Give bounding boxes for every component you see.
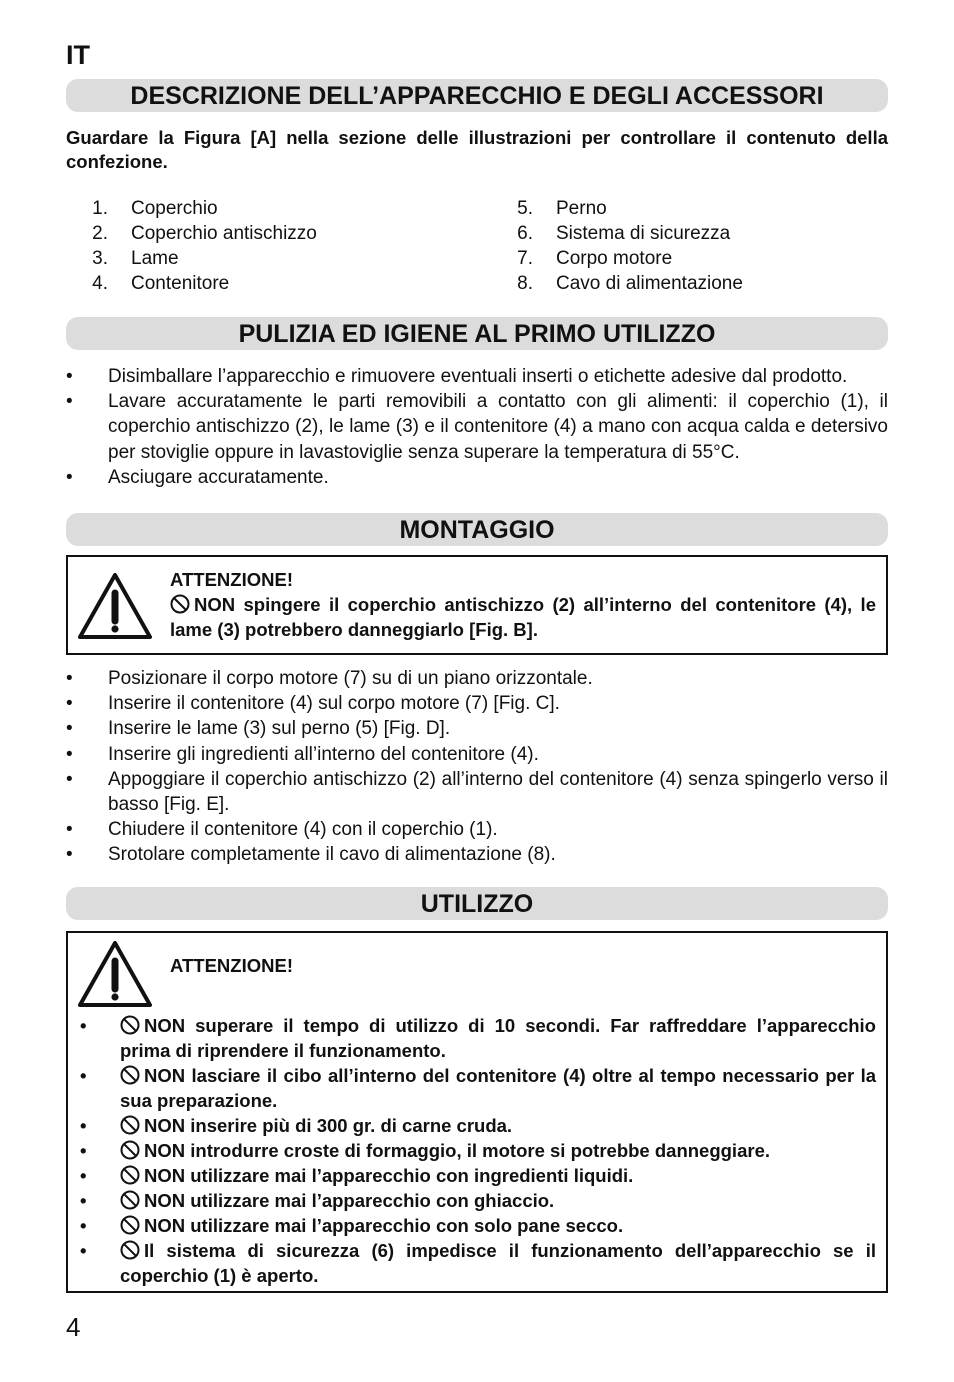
warning-title: ATTENZIONE! (170, 569, 293, 590)
prohibited-icon (120, 1215, 140, 1235)
warning-item (80, 1188, 876, 1213)
list-item: • Inserire il contenitore (4) sul corpo motore (7) [Fig. C]. (66, 691, 888, 716)
warning-title: ATTENZIONE! (170, 955, 293, 976)
prohibited-icon (120, 1065, 140, 1085)
part-number: 7. (517, 248, 533, 269)
part-number: 2. (92, 223, 108, 244)
list-item: • Disimballare l’apparecchio e rimuovere eventuali inserti o etichette adesive dal prodotto. (66, 364, 888, 389)
parts-list-right (491, 196, 743, 296)
parts-list-left (66, 196, 317, 296)
warning-triangle-icon (76, 571, 154, 641)
montaggio-warning-box (66, 555, 888, 655)
part-label: Contenitore (131, 273, 230, 294)
part-item (491, 246, 743, 271)
list-item: • Posizionare il corpo motore (7) su di un piano orizzontale. (66, 666, 888, 691)
warning-item (80, 1163, 876, 1188)
part-number: 4. (92, 273, 108, 294)
part-item (491, 271, 743, 296)
part-label: Perno (556, 198, 607, 219)
part-item (66, 221, 317, 246)
section-heading-descrizione: DESCRIZIONE DELL’APPARECCHIO E DEGLI ACCESSORI (66, 79, 888, 112)
warning-item (80, 1113, 876, 1138)
warning-item-text: Il sistema di sicurezza (6) impedisce il funzionamento dell’apparecchio se il coperchio (1) è aperto. (120, 1240, 876, 1286)
warning-item-text: NON utilizzare mai l’apparecchio con ingredienti liquidi. (144, 1165, 634, 1186)
list-item: • Srotolare completamente il cavo di alimentazione (8). (66, 842, 888, 867)
warning-item-text: NON utilizzare mai l’apparecchio con ghiaccio. (144, 1190, 555, 1211)
warning-item (80, 1213, 876, 1238)
part-label: Coperchio antischizzo (131, 223, 317, 244)
part-label: Cavo di alimentazione (556, 273, 743, 294)
warning-item-text: NON lasciare il cibo all’interno del contenitore (4) oltre al tempo necessario per la sua preparazione. (120, 1065, 876, 1111)
warning-item (80, 1138, 876, 1163)
warning-item-text: NON utilizzare mai l’apparecchio con solo pane secco. (144, 1215, 624, 1236)
part-item (66, 246, 317, 271)
part-item (491, 196, 743, 221)
warning-text-block (170, 592, 876, 642)
list-item: • Inserire gli ingredienti all’interno del contenitore (4). (66, 742, 888, 767)
part-label: Sistema di sicurezza (556, 223, 731, 244)
part-number: 8. (517, 273, 533, 294)
pulizia-list (66, 364, 888, 490)
warning-triangle-icon (76, 939, 154, 1009)
warning-item-text: NON introdurre croste di formaggio, il motore si potrebbe danneggiare. (144, 1140, 770, 1161)
list-item: • Lavare accuratamente le parti removibili a contatto con gli alimenti: il coperchio (1), il coperchio antischizzo (2), le lame (3) e il contenitore (4) a mano con acqua calda e detersivo per stoviglie oppure in lavastoviglie senza superare la temperatura di 55°C. (66, 389, 888, 465)
part-number: 1. (92, 198, 108, 219)
part-item (66, 271, 317, 296)
part-label: Lame (131, 248, 179, 269)
warning-item (80, 1238, 876, 1288)
part-label: Coperchio (131, 198, 218, 219)
list-item: • Asciugare accuratamente. (66, 465, 888, 490)
list-item: • Inserire le lame (3) sul perno (5) [Fig. D]. (66, 716, 888, 741)
prohibited-icon (120, 1140, 140, 1160)
utilizzo-warning-list (80, 1013, 876, 1288)
list-item: • Appoggiare il coperchio antischizzo (2) all’interno del contenitore (4) senza spingerlo verso il basso [Fig. E]. (66, 767, 888, 817)
warning-text: NON spingere il coperchio antischizzo (2) all’interno del contenitore (4), le lame (3) potrebbero danneggiarlo [Fig. B]. (170, 594, 876, 640)
prohibited-icon (170, 594, 190, 614)
prohibited-icon (120, 1240, 140, 1260)
language-code: IT (66, 40, 90, 70)
warning-item (80, 1013, 876, 1063)
utilizzo-warning-box (66, 931, 888, 1293)
warning-item-text: NON inserire più di 300 gr. di carne cruda. (144, 1115, 513, 1136)
part-item (491, 221, 743, 246)
warning-item (80, 1063, 876, 1113)
list-item: • Chiudere il contenitore (4) con il coperchio (1). (66, 817, 888, 842)
prohibited-icon (120, 1190, 140, 1210)
part-number: 5. (517, 198, 533, 219)
section-heading-montaggio: MONTAGGIO (66, 513, 888, 546)
part-item (66, 196, 317, 221)
prohibited-icon (120, 1115, 140, 1135)
intro-text: Guardare la Figura [A] nella sezione delle illustrazioni per controllare il contenuto della confezione. (66, 127, 888, 172)
prohibited-icon (120, 1165, 140, 1185)
section-heading-utilizzo: UTILIZZO (66, 887, 888, 920)
prohibited-icon (120, 1015, 140, 1035)
section-heading-pulizia: PULIZIA ED IGIENE AL PRIMO UTILIZZO (66, 317, 888, 350)
warning-item-text: NON superare il tempo di utilizzo di 10 secondi. Far raffreddare l’apparecchio prima di riprendere il funzionamento. (120, 1015, 876, 1061)
part-number: 3. (92, 248, 108, 269)
part-label: Corpo motore (556, 248, 673, 269)
part-number: 6. (517, 223, 533, 244)
montaggio-list (66, 666, 888, 868)
page-number: 4 (66, 1312, 81, 1342)
